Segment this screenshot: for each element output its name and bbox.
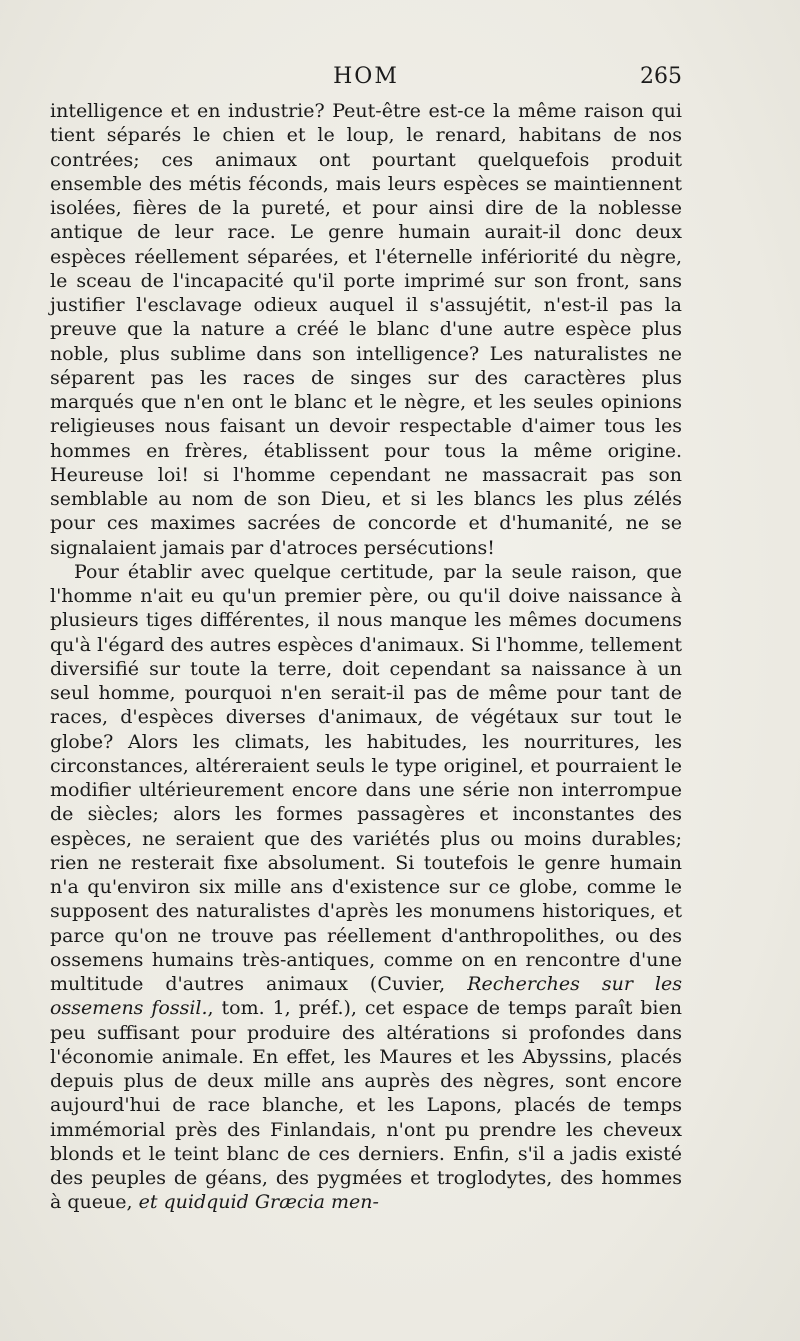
body-text [50, 99, 682, 1215]
latin-quote: et quidquid Græcia men- [138, 1191, 379, 1214]
paragraph-2-text-b: , tom. 1, préf.), cet espace de temps paraît bien peu suffisant pour produire des altérations si profondes dans l'économie animale. En effet, les Maures et les Abyssins, placés depuis plus de deux mille ans auprès des nègres, sont encore aujourd'hui de race blanche, et les Lapons, placés de temps immémorial près des Finlandais, n'ont pu prendre les cheveux blonds et le teint blanc de ces derniers. Enfin, s'il a jadis existé des peuples de géans, des pygmées et troglodytes, des hommes à queue, [50, 997, 682, 1214]
paragraph-2-text-a: Pour établir avec quelque certitude, par la seule raison, que l'homme n'ait eu qu'un premier père, ou qu'il doive naissance à plusieurs tiges différentes, il nous manque les mêmes documens qu'à l'égard des autres espèces d'animaux. Si l'homme, tellement diversifié sur toute la terre, doit cependant sa naissance à un seul homme, pourquoi n'en serait-il pas de même pour tant de races, d'espèces diverses d'animaux, de végétaux sur tout le globe? Alors les climats, les habitudes, les nourritures, les circonstances, altéreraient seuls le type originel, et pourraient le modifier ultérieurement encore dans une série non interrompue de siècles; alors les formes passagères et inconstantes des espèces, ne seraient que des variétés plus ou moins durables; rien ne resterait fixe absolument. Si toutefois le genre humain n'a qu'environ six mille ans d'existence sur ce globe, comme le supposent des naturalistes d'après les monumens historiques, et parce qu'on ne trouve pas réellement d'anthropolithes, ou des ossemens humains très-antiques, comme on en rencontre d'une multitude d'autres animaux (Cuvier, [50, 560, 682, 995]
page-header [50, 64, 682, 98]
paragraph-1: intelligence et en industrie? Peut-être est-ce la même raison qui tient séparés le chien et le loup, le renard, habitans de nos contrées; ces animaux ont pourtant quelquefois produit ensemble des métis féconds, mais leurs espèces se maintiennent isolées, fières de la pureté, et pour ainsi dire de la noblesse antique de leur race. Le genre humain aurait-il donc deux espèces réellement séparées, et l'éternelle infériorité du nègre, le sceau de l'incapacité qu'il porte imprimé sur son front, sans justifier l'esclavage odieux auquel il s'assujétit, n'est-il pas la preuve que la nature a créé le blanc d'une autre espèce plus noble, plus sublime dans son intelligence? Les naturalistes ne séparent pas les races de singes sur des caractères plus marqués que n'en ont le blanc et le nègre, et les seules opinions religieuses nous faisant un devoir respectable d'aimer tous les hommes en frères, établissent pour tous la même origine. Heureuse loi! si l'homme cependant ne massacrait pas son semblable au nom de son Dieu, et si les blancs les plus zélés pour ces maximes sacrées de concorde et d'humanité, ne se signalaient jamais par d'atroces persécutions! [50, 100, 682, 559]
running-head: HOM [333, 64, 399, 89]
page-number: 265 [640, 64, 682, 89]
citation-title: Recherches sur les ossemens fossil. [50, 973, 682, 1020]
paragraph-2 [50, 560, 682, 1215]
